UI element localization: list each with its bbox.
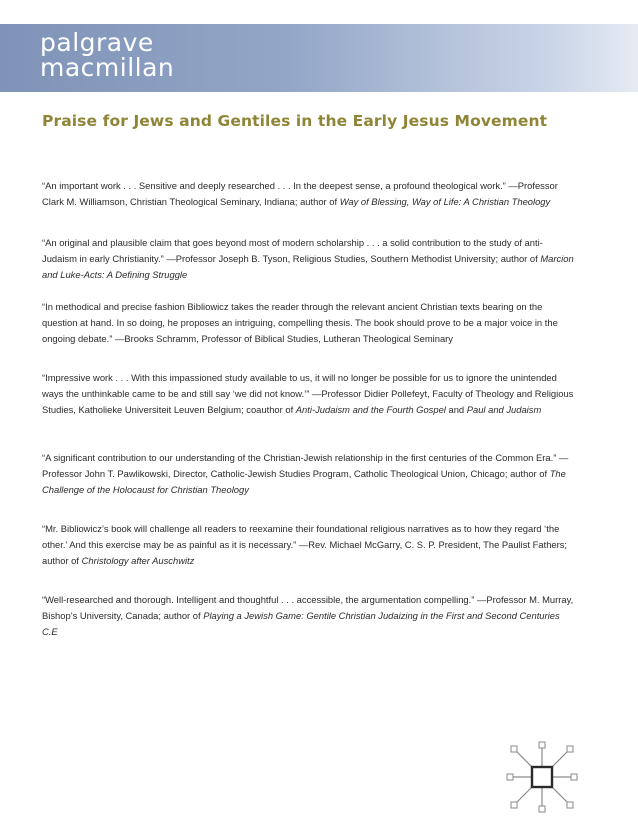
book-title: Christology after Auschwitz [81,555,195,566]
book-title: Marcion and Luke-Acts: A Defining Struggle [42,253,574,280]
page-title: Praise for Jews and Gentiles in the Early Jesus Movement [42,112,548,130]
quote-text: “Well-researched and thorough. Intelligent and thoughtful . . . accessible, the argumentation compelling.” —Professor M. Murray, Bishop’s University, Canada; author of [42,594,574,621]
logo-line-2: macmillan [40,53,175,82]
quote-text: “Mr. Bibliowicz’s book will challenge all readers to reexamine their foundational religious narratives as to how they regard ‘the other.’ And this exercise may be as painful as it is necessary.” —Rev. Michael McGarry, C. S. P. President, The Paulist Fathers; author of [42,523,568,566]
quote-text: “An original and plausible claim that goes beyond most of modern scholarship . . . a solid contribution to the study of anti-Judaism in early Christianity.” —Professor Joseph B. Tyson, Religious Studies, Southern Methodist University; author of [42,237,543,264]
praise-quote-6 [42,521,577,569]
book-title: Anti-Judaism and the Fourth Gospel [295,404,446,415]
publisher-header-banner [0,24,638,92]
book-title: Way of Blessing, Way of Life: A Christian Theology [339,196,551,207]
palgrave-emblem-icon [506,741,578,813]
book-title: Playing a Jewish Game: Gentile Christian Judaizing in the First and Second Centuries C.E [42,610,560,637]
logo-line-1: palgrave [40,28,154,57]
praise-quote-5 [42,450,577,498]
praise-quote-2 [42,235,577,283]
quote-text: “A significant contribution to our understanding of the Christian-Jewish relationship in the first centuries of the Common Era.” —Professor John T. Pawlikowski, Director, Catholic-Jewish Studies Program, Catholic Theological Union, Chicago; author of [42,452,569,479]
praise-quote-7 [42,592,577,640]
publisher-logo [40,30,174,80]
praise-quote-3 [42,299,577,347]
book-title-2: Paul and Judaism [466,404,542,415]
quote-connector: and [445,404,467,415]
quote-text: “Impressive work . . . With this impassioned study available to us, it will no longer be possible for us to ignore the unintended ways the unthinkable came to be and still say ‘we did not know.’” —Professor Didier Pollefeyt, Faculty of Theology and Religious Studies, Katholieke Universiteit Leuven Belgium; coauthor of [42,372,574,415]
praise-quote-1 [42,178,577,210]
quote-text: “An important work . . . Sensitive and deeply researched . . . In the deepest sense, a profound theological work.” —Professor Clark M. Williamson, Christian Theological Seminary, Indiana; author of [42,180,558,207]
book-title: The Challenge of the Holocaust for Christian Theology [42,468,566,495]
quote-text: “In methodical and precise fashion Bibliowicz takes the reader through the relevant ancient Christian texts bearing on the question at hand. In so doing, he proposes an intriguing, compelling thesis. The book should prove to be a major voice in the ongoing debate.” —Brooks Schramm, Professor of Biblical Studies, Lutheran Theological Seminary [42,301,558,344]
praise-quote-4 [42,370,577,418]
